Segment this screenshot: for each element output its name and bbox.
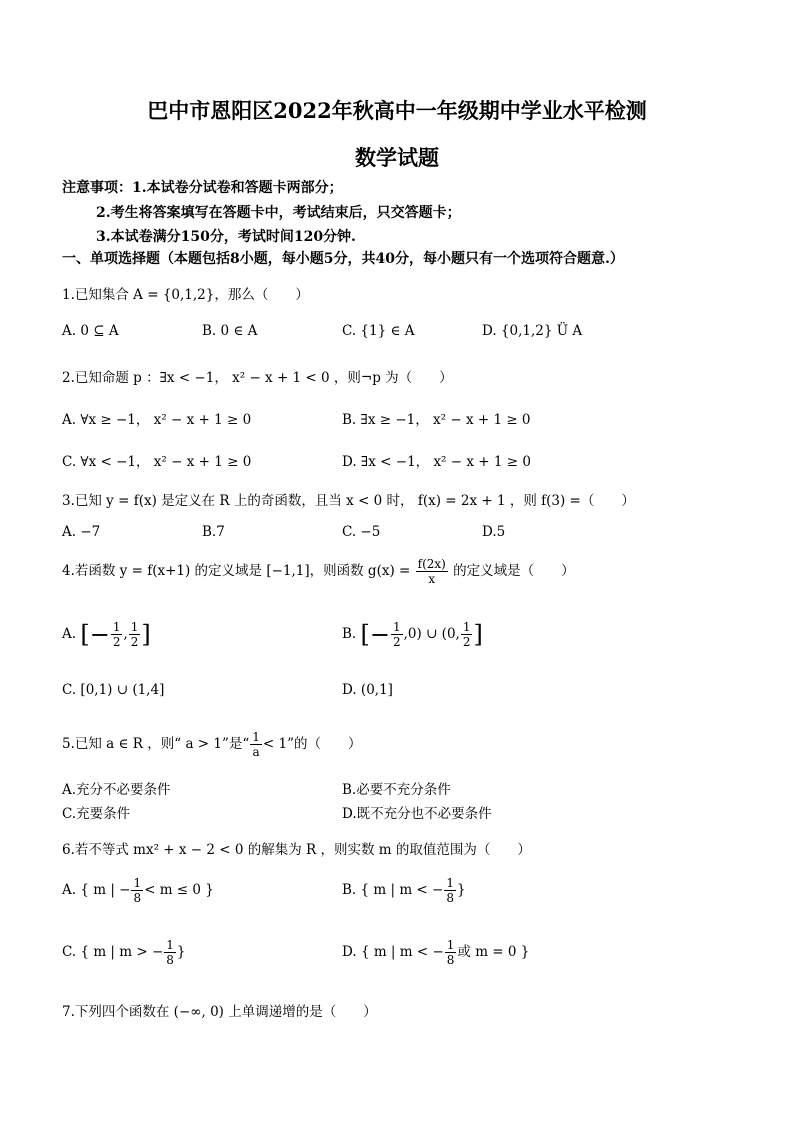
question-4-stem-part-a: 4.若函数 y = f(x+1) 的定义域是 [−1,1]，则函数 g(x) = — [62, 563, 411, 579]
fraction-numerator: 1 — [393, 620, 401, 634]
question-1-stem: 1.已知集合 A = {0,1,2}，那么（ ） — [62, 287, 309, 303]
question-4-stem — [62, 557, 575, 586]
fraction — [129, 620, 141, 649]
option-label: B. — [342, 882, 357, 898]
fraction — [461, 620, 473, 649]
question-4-stem-part-b: 的定义域是（ ） — [453, 563, 575, 579]
fraction-numerator: 1 — [446, 876, 454, 890]
fraction-denominator: 8 — [133, 891, 142, 905]
question-3-option-a: A. −7 — [62, 524, 101, 540]
exam-subtitle: 数学试题 — [355, 145, 439, 170]
exam-title: 巴中市恩阳区2022年秋高中一年级期中学业水平检测 — [147, 98, 647, 123]
fraction — [111, 620, 123, 649]
question-5-stem — [62, 730, 362, 759]
question-2-option-d: D. ∃x < −1， x² − x + 1 ≥ 0 — [342, 454, 531, 470]
fraction-numerator: 1 — [252, 730, 260, 744]
set-prefix: { m | − — [80, 882, 131, 898]
option-label: A. — [62, 626, 77, 642]
set-prefix: { m | m > − — [80, 944, 164, 960]
question-5-option-c: C.充要条件 — [62, 806, 131, 822]
set-suffix: } — [176, 944, 186, 960]
question-2-option-b: B. ∃x ≥ −1， x² − x + 1 ≥ 0 — [342, 412, 531, 428]
question-5-stem-part-a: 5.已知 a ∈ R ，则“ a > 1”是“ — [62, 736, 250, 752]
option-label: D. — [342, 944, 357, 960]
fraction-denominator: 2 — [393, 635, 401, 649]
question-2-option-a: A. ∀x ≥ −1， x² − x + 1 ≥ 0 — [62, 412, 252, 428]
fraction-numerator: f(2x) — [417, 557, 446, 571]
question-1-option-b: B. 0 ∈ A — [202, 323, 258, 339]
bracket: [− — [80, 620, 110, 649]
question-6-stem: 6.若不等式 mx² + x − 2 < 0 的解集为 R ，则实数 m 的取值范围为（ ） — [62, 842, 531, 858]
fraction — [391, 620, 403, 649]
question-6-option-c — [62, 938, 186, 967]
set-suffix: } — [456, 882, 466, 898]
question-5-stem-part-b: < 1”的（ ） — [262, 736, 362, 752]
question-3-stem: 3.已知 y = f(x) 是定义在 R 上的奇函数，且当 x < 0 时， f(x) = 2x + 1 ，则 f(3) =（ ） — [62, 493, 635, 509]
question-6-option-b — [342, 876, 466, 905]
option-label: C. — [62, 944, 77, 960]
fraction-numerator: 1 — [446, 938, 455, 952]
question-5-option-b: B.必要不充分条件 — [342, 782, 451, 798]
fraction-numerator: 1 — [112, 620, 121, 634]
bracket: ] — [141, 620, 151, 649]
question-7-stem: 7.下列四个函数在 (−∞, 0) 上单调递增的是（ ） — [62, 1004, 377, 1020]
set-prefix: { m | m < − — [360, 944, 444, 960]
question-3-option-d: D.5 — [482, 524, 506, 540]
separator: ,0) ∪ (0, — [403, 626, 460, 642]
question-4-option-a — [62, 620, 151, 649]
set-suffix: < m ≤ 0 } — [144, 882, 214, 898]
fraction-denominator: 2 — [112, 635, 121, 649]
fraction — [445, 938, 457, 967]
notice-line-2: 2.考生将答案填写在答题卡中，考试结束后，只交答题卡； — [96, 205, 461, 221]
fraction-numerator: 1 — [166, 938, 174, 952]
question-6-option-a — [62, 876, 214, 905]
fraction-denominator: x — [428, 572, 436, 586]
fraction — [164, 938, 176, 967]
fraction-numerator: 1 — [130, 620, 139, 634]
question-3-option-c: C. −5 — [342, 524, 381, 540]
question-6-option-d — [342, 938, 529, 967]
question-4-option-c: C. [0,1) ∪ (1,4] — [62, 682, 165, 698]
question-1-option-a: A. 0 ⊆ A — [62, 323, 119, 339]
notice-line-1: 注意事项：1.本试卷分试卷和答题卡两部分； — [62, 180, 343, 196]
fraction-denominator: 2 — [462, 635, 471, 649]
question-5-option-a: A.充分不必要条件 — [62, 782, 171, 798]
question-2-option-c: C. ∀x < −1， x² − x + 1 ≥ 0 — [62, 454, 252, 470]
option-label: B. — [342, 626, 357, 642]
bracket: [− — [360, 620, 390, 649]
fraction-denominator: 8 — [446, 891, 454, 905]
question-3-option-b: B.7 — [202, 524, 225, 540]
fraction-denominator: 8 — [166, 953, 174, 967]
notice-line-3: 3.本试卷满分150分，考试时间120分钟. — [96, 229, 356, 245]
section-heading: 一、单项选择题（本题包括8小题，每小题5分，共40分，每小题只有一个选项符合题意.） — [62, 251, 624, 267]
fraction-numerator: 1 — [462, 620, 471, 634]
question-5-fraction — [250, 730, 262, 759]
bracket: ] — [473, 620, 483, 649]
question-5-option-d: D.既不充分也不必要条件 — [342, 806, 492, 822]
question-1-option-d: D. {0,1,2} Ü A — [482, 323, 583, 339]
fraction — [444, 876, 456, 905]
question-1-option-c: C. {1} ∈ A — [342, 323, 415, 339]
separator: , — [123, 626, 128, 642]
option-label: A. — [62, 882, 77, 898]
fraction — [131, 876, 143, 905]
set-suffix: 或 m = 0 } — [457, 944, 530, 960]
question-4-option-d: D. (0,1] — [342, 682, 393, 698]
fraction-denominator: 2 — [130, 635, 139, 649]
question-4-fraction — [416, 557, 448, 586]
fraction-denominator: 8 — [446, 953, 455, 967]
set-prefix: { m | m < − — [360, 882, 444, 898]
question-4-option-b — [342, 620, 483, 649]
question-2-stem: 2.已知命题 p ：∃x < −1， x² − x + 1 < 0 ，则¬p 为（ ） — [62, 370, 453, 386]
fraction-denominator: a — [252, 745, 260, 759]
fraction-numerator: 1 — [133, 876, 142, 890]
